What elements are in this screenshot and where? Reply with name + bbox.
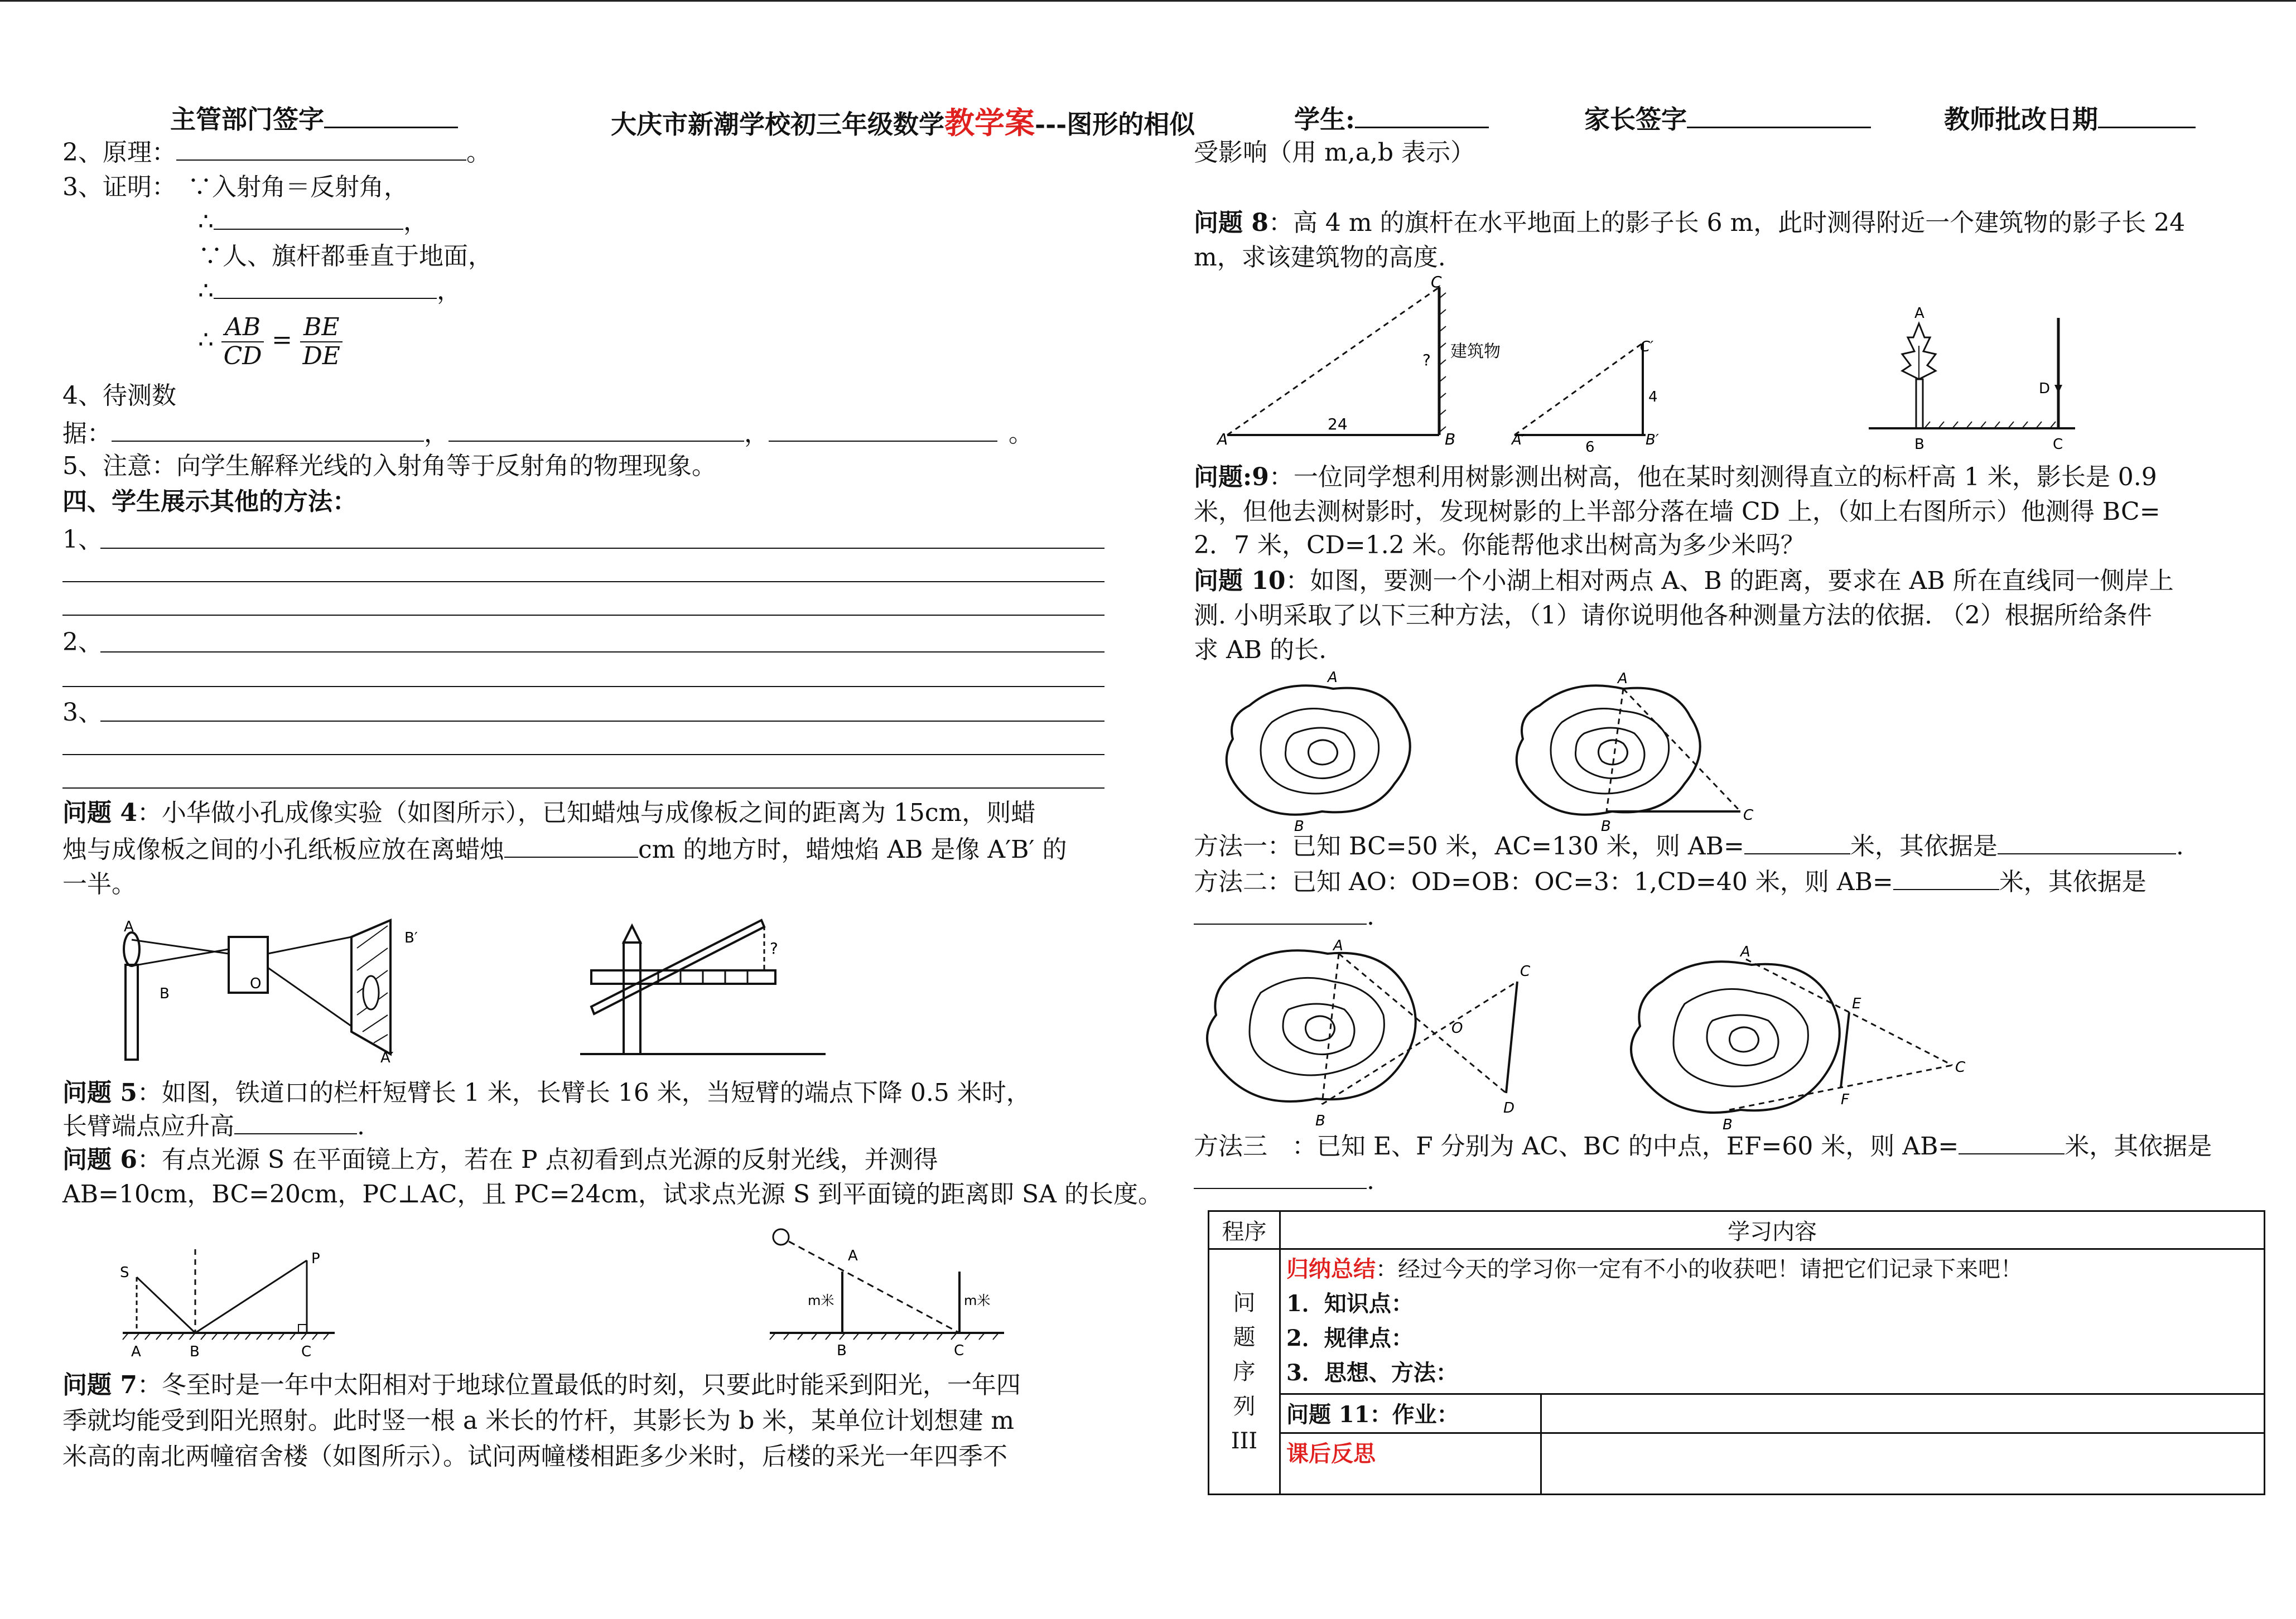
pinhole-board: [229, 937, 268, 993]
label-m-rear: m米: [964, 1293, 991, 1308]
q7-line-2: 季就均能受到阳光照射。此时竖一根 a 米长的竹杆，其影长为 b 米，某单位计划想建 m: [62, 1407, 1015, 1435]
reflection-cell[interactable]: [1541, 1433, 2265, 1495]
data-blank-2[interactable]: [448, 418, 744, 442]
lake-contour-1: [1673, 989, 1808, 1086]
section-side-label: 问 题 序 列 III: [1209, 1249, 1280, 1495]
post-cap: [624, 926, 640, 943]
label-d: D: [1503, 1100, 1515, 1117]
label-c: C: [954, 1342, 964, 1359]
method-two-end: .: [1194, 900, 1374, 934]
lake-contour-2: [1283, 1004, 1354, 1055]
q8-shadow-figure: [1210, 273, 1713, 460]
m3-blank-basis[interactable]: [1194, 1166, 1367, 1189]
fraction-ab-cd: $\frac{AB}{CD}$: [221, 313, 264, 370]
label-a: A: [1740, 944, 1750, 960]
q6-line-2: AB=10cm，BC=20cm，PC⊥AC，且 PC=24cm，试求点光源 S 到平面镜的距离即 SA 的长度。: [62, 1180, 1163, 1209]
method-2-line-a[interactable]: [100, 651, 1104, 653]
principle-blank[interactable]: [176, 137, 466, 161]
q7-continued: 受影响（用 m,a,b 表示）: [1194, 138, 1475, 167]
m3-blank-ab[interactable]: [1959, 1131, 2065, 1154]
label-c: C: [301, 1343, 312, 1360]
method-three: 方法三 ：已知 E、F 分别为 AC、BC 的中点，EF=60 米，则 AB= 米，其依据是: [1194, 1132, 2212, 1161]
label-c: C: [1743, 807, 1754, 824]
q9-tree-figure: [1863, 301, 2097, 460]
parent-sign: 家长签字: [1584, 99, 1871, 136]
lake-contour-1: [1250, 978, 1384, 1075]
lake-outline: [1227, 685, 1410, 814]
label-a-prime: A′: [1512, 432, 1525, 448]
lake-figure-1: [1216, 669, 1428, 835]
method-3-line-b[interactable]: [62, 754, 1104, 755]
proof-line: 3、证明： ∵入射角＝反射角，: [62, 173, 408, 201]
label-c: C: [1431, 273, 1442, 291]
method-two: 方法二：已知 AO：OD=OB：OC=3：1,CD=40 米，则 AB= 米，其依据是: [1194, 868, 2147, 896]
q9-line-1: 问题:9：一位同学想利用树影测出树高，他在某时刻测得直立的标杆高 1 米，影长是 0.9: [1194, 463, 2157, 491]
label-b: B: [1723, 1117, 1733, 1133]
student-field: 学生:: [1294, 99, 1489, 136]
q8-line-2: m，求该建筑物的高度.: [1194, 243, 1446, 272]
height-4: 4: [1648, 389, 1658, 405]
q4-pinhole-figure: [112, 915, 457, 1071]
q6-line-1: 问题 6：有点光源 S 在平面镜上方，若在 P 点初看到点光源的反射光线，并测得: [62, 1146, 938, 1174]
doc-title: 大庆市新潮学校初三年级数学教学案---图形的相似: [611, 105, 1195, 141]
label-d: D: [2039, 380, 2051, 397]
proof-step-2: ∴ ，: [198, 207, 428, 236]
lake-contour-2: [1285, 728, 1354, 779]
method-three-end: .: [1194, 1164, 1374, 1198]
proof-blank-2[interactable]: [214, 276, 437, 299]
q5-line-1: 问题 5：如图，铁道口的栏杆短臂长 1 米，长臂长 16 米，当短臂的端点下降 0.5 米时，: [62, 1079, 1031, 1107]
reflected-ray: [195, 1260, 307, 1333]
label-a: A: [1333, 937, 1343, 954]
data-blank-3[interactable]: [769, 418, 997, 442]
q8-line-1: 问题 8：高 4 m 的旗杆在水平地面上的影子长 6 m，此时测得附近一个建筑物的影子长 24: [1194, 209, 2186, 237]
incident-ray: [137, 1277, 195, 1333]
teacher-date-blank[interactable]: [2098, 104, 2196, 128]
inverted-flame: [363, 976, 379, 1009]
summary-table: [1208, 1210, 2265, 1495]
line-ab: [1322, 954, 1339, 1104]
method-point: 3．思想、方法：: [1286, 1360, 1458, 1386]
bar-segments: [658, 970, 747, 984]
q9-line-3: 2．7 米，CD=1.2 米。你能帮他求出树高为多少米吗？: [1194, 531, 1805, 559]
data-heading: 4、待测数: [62, 381, 176, 410]
label-a: A: [124, 919, 134, 935]
method-1-line-a[interactable]: [100, 548, 1104, 549]
label-a: A: [1618, 670, 1628, 687]
q10-line-1: 问题 10：如图，要测一个小湖上相对两点 A、B 的距离，要求在 AB 所在直线同一侧岸上: [1194, 567, 2174, 595]
lake-island: [1729, 1027, 1758, 1052]
q7-line-3: 米高的南北两幢宿舍楼（如图所示）。试问两幢楼相距多少米时，后楼的采光一年四季不: [62, 1442, 1007, 1471]
ray-d: [268, 968, 351, 1026]
method-2-label: 2、: [62, 628, 103, 656]
label-o: O: [250, 975, 262, 992]
reflection-label: 课后反思: [1280, 1433, 1541, 1495]
building-label: 建筑物: [1450, 342, 1501, 361]
label-b: B: [1914, 436, 1924, 453]
summary-cell[interactable]: 归纳总结：经过今天的学习你一定有不小的收获吧！请把它们记录下来吧！ 1．知识点： 2．规律点： 3．思想、方法：: [1280, 1249, 2265, 1394]
knowledge-point: 1．知识点：: [1286, 1291, 1414, 1317]
lake-contour-2: [1575, 728, 1644, 779]
label-b-prime: B′: [404, 930, 418, 946]
proof-step-4: ∴ ，: [198, 277, 461, 305]
dept-sign-blank[interactable]: [324, 104, 458, 128]
label-o: O: [1451, 1020, 1463, 1037]
label-a: A: [1328, 669, 1338, 686]
label-f: F: [1841, 1091, 1849, 1108]
label-a: A: [1914, 305, 1924, 322]
ray-c: [268, 937, 351, 954]
label-b: B: [190, 1343, 200, 1360]
student-blank[interactable]: [1355, 104, 1489, 128]
candle-flame: [124, 932, 139, 966]
lake-outline: [1517, 685, 1700, 814]
label-p: P: [311, 1250, 320, 1267]
small-hypotenuse: [1514, 343, 1643, 435]
label-m-front: m米: [808, 1293, 835, 1308]
q5-line-2: 长臂端点应升高 .: [62, 1112, 365, 1140]
summary-label: 归纳总结: [1286, 1256, 1376, 1282]
lake-figure-3: [1194, 937, 1562, 1132]
label-b: B: [1445, 430, 1456, 448]
label-b: B: [1601, 818, 1611, 835]
proof-step-3: ∵人、旗杆都垂直于地面，: [198, 242, 493, 270]
label-e: E: [1852, 995, 1861, 1012]
label-c: C: [1955, 1059, 1966, 1076]
label-s: S: [120, 1264, 129, 1281]
method-one: 方法一：已知 BC=50 米，AC=130 米，则 AB= 米，其依据是 .: [1194, 832, 2184, 861]
label-a: A: [1217, 430, 1228, 448]
top-border: [0, 0, 2296, 2]
method-2-line-b[interactable]: [62, 686, 1104, 687]
parent-sign-blank[interactable]: [1687, 104, 1871, 128]
dept-sign: 主管部门签字: [170, 99, 458, 136]
q4-line-3: 一半。: [62, 870, 136, 898]
method-1-label: 1、: [62, 525, 103, 554]
label-a: A: [131, 1343, 141, 1360]
label-c-prime: C′: [1640, 339, 1654, 355]
tree-trunk: [1916, 379, 1923, 428]
q7-buildings-figure: [764, 1221, 1026, 1366]
raised-arm: [591, 920, 764, 1014]
method-3-label: 3、: [62, 698, 103, 727]
method-3-line-a[interactable]: [100, 721, 1104, 722]
q10-line-3: 求 AB 的长.: [1194, 636, 1327, 664]
note-line: 5、注意：向学生解释光线的入射角等于反射角的物理现象。: [62, 452, 716, 480]
proof-ratio: ∴ $\frac{AB}{CD}$ = $\frac{BE}{DE}$: [198, 310, 343, 371]
shadow-6: 6: [1585, 439, 1595, 456]
arrow-d: [2054, 385, 2062, 393]
q5-blank[interactable]: [234, 1111, 357, 1134]
proof-blank-1[interactable]: [214, 206, 403, 230]
homework-label: 问题 11：作业：: [1280, 1394, 1541, 1433]
q4-blank[interactable]: [504, 834, 638, 858]
q6-mirror-figure: [112, 1238, 346, 1366]
col-header-procedure: 程序: [1209, 1211, 1280, 1249]
q5-barrier-figure: [569, 909, 837, 1065]
lake-figure-4: [1618, 944, 1966, 1133]
big-hypotenuse: [1227, 287, 1439, 435]
right-angle-mark: [298, 1325, 307, 1333]
data-line: 据： ， ， 。: [62, 419, 1033, 448]
shadow-24: 24: [1328, 415, 1348, 433]
line-cd: [1506, 982, 1517, 1093]
q4-line-2: 烛与成像板之间的小孔纸板应放在离蜡烛 cm 的地方时，蜡烛焰 AB 是像 A′B′ 的: [62, 835, 1067, 864]
m2-blank-basis[interactable]: [1194, 901, 1367, 925]
q9-line-2: 米，但他去测树影时，发现树影的上半部分落在墙 CD 上，（如上右图所示）他测得 BC=: [1194, 497, 2160, 526]
line-ad: [1339, 954, 1506, 1093]
m1-blank-basis[interactable]: [1998, 831, 2176, 854]
method-1-line-c[interactable]: [62, 615, 1104, 616]
height-question: ?: [1422, 351, 1431, 369]
method-1-line-b[interactable]: [62, 581, 1104, 582]
candle: [126, 965, 138, 1060]
sun-icon: [773, 1229, 789, 1245]
line-ac: [1623, 689, 1740, 811]
lake-contour-1: [1551, 709, 1669, 794]
lake-figure-2: [1506, 672, 1768, 834]
label-a: A: [848, 1248, 858, 1264]
method-3-line-c[interactable]: [62, 787, 1104, 789]
principle-line: 2、原理： 。: [62, 138, 491, 167]
lake-contour-1: [1261, 709, 1379, 794]
label-b-prime: B′: [1646, 432, 1659, 448]
q10-line-2: 测. 小明采取了以下三种方法，（1）请你说明他各种测量方法的依据. （2）根据所给条件: [1194, 601, 2152, 630]
label-b: B: [160, 985, 170, 1002]
label-b: B: [1294, 818, 1304, 835]
line-ef: [1841, 1012, 1849, 1088]
ray-b: [132, 949, 229, 966]
m1-blank-ab[interactable]: [1744, 831, 1850, 854]
lake-contour-2: [1707, 1015, 1778, 1066]
col-header-content: 学习内容: [1280, 1211, 2265, 1249]
teacher-date: 教师批改日期: [1944, 99, 2196, 136]
q7-line-1: 问题 7：冬至时是一年中太阳相对于地球位置最低的时刻，只要此时能采到阳光，一年四: [62, 1371, 1021, 1399]
sun-ray: [789, 1241, 959, 1333]
label-b: B: [837, 1342, 847, 1359]
homework-cell[interactable]: [1541, 1394, 2265, 1433]
q4-line-1: 问题 4：小华做小孔成像实验（如图所示），已知蜡烛与成像板之间的距离为 15cm，则蜡: [62, 799, 1036, 827]
rise-question: ?: [770, 939, 778, 958]
section-4-heading: 四、学生展示其他的方法：: [62, 487, 357, 516]
label-b: B: [1315, 1113, 1325, 1129]
label-a-prime: A′: [380, 1050, 394, 1066]
lake-island: [1308, 740, 1337, 765]
pattern-point: 2．规律点：: [1286, 1325, 1414, 1351]
label-c: C: [2053, 436, 2063, 453]
data-blank-1[interactable]: [112, 418, 424, 442]
fraction-be-de: $\frac{BE}{DE}$: [300, 313, 343, 370]
label-c: C: [1520, 963, 1531, 980]
m2-blank-ab[interactable]: [1893, 867, 1999, 890]
